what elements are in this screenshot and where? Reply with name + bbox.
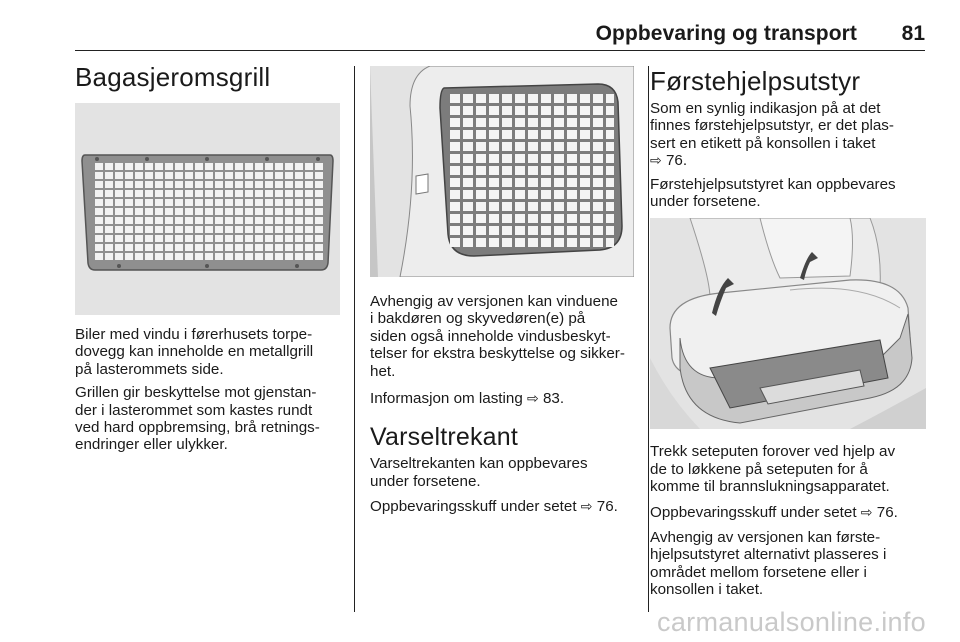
window-guard-illustration — [370, 66, 634, 277]
paragraph-first-aid-alt-location: Avhengig av versjonen kan første- hjelpsutstyret alternativt plasseres i området mellom forsetene eller i konsollen i taket. — [650, 529, 887, 599]
cross-reference-icon: ⇨ — [860, 503, 873, 520]
column-divider — [648, 66, 649, 612]
seat-cushion-illustration — [650, 218, 926, 429]
paragraph-warning-triangle: Varseltrekanten kan oppbevares under forsetene. — [370, 455, 588, 490]
cargo-grille-illustration — [75, 103, 340, 315]
paragraph-storage-drawer: Oppbevaringsskuff under setet ⇨ 76. — [370, 498, 618, 516]
column-divider — [354, 66, 355, 612]
paragraph-loading-info: Informasjon om lasting ⇨ 83. — [370, 390, 565, 408]
paragraph-grille-intro: Biler med vindu i førerhusets torpe- dovegg kan inneholde en metallgrill på lasterommets side. — [75, 326, 314, 378]
link-page-76[interactable]: 76. — [665, 152, 688, 170]
paragraph-window-protection: Avhengig av versjonen kan vinduene i bakdøren og skyvedøren(e) på siden også inneholde vindusbeskyt- telser for ekstra beskyttelse og sikker- het. — [370, 293, 625, 380]
cross-reference-icon: ⇨ — [527, 390, 539, 407]
column-1 — [75, 62, 340, 460]
watermark: carmanualsonline.info — [657, 607, 926, 637]
paragraph-first-aid-storage: Førstehjelpsutstyret kan oppbevares under forsetene. — [650, 175, 896, 211]
paragraph-first-aid-label: Som en synlig indikasjon på at det finnes førstehjelpsutstyr, er det plas- sert en etikett på konsollen i taket ⇨ 76. — [650, 100, 894, 170]
link-page-83[interactable]: 83. — [542, 390, 565, 408]
page-header — [75, 0, 925, 51]
column-2 — [370, 66, 634, 522]
section-heading-cargo-grille: Bagasjeromsgrill — [75, 62, 271, 92]
paragraph-grille-protection: Grillen gir beskyttelse mot gjenstan- der i lasterommet som kastes rundt ved hard oppbremsing, brå retnings- endringer eller ulykker. — [75, 384, 320, 454]
column-3 — [650, 66, 926, 605]
page-number: 81 — [901, 22, 925, 45]
section-heading-first-aid: Førstehjelpsutstyr — [650, 66, 861, 96]
header-title: Oppbevaring og transport — [595, 22, 857, 45]
link-page-76[interactable]: 76. — [876, 503, 898, 521]
section-heading-warning-triangle: Varseltrekant — [370, 423, 519, 452]
cross-reference-icon: ⇨ — [650, 152, 662, 169]
paragraph-storage-drawer-2: Oppbevaringsskuff under setet ⇨ 76. — [650, 503, 898, 521]
paragraph-pull-cushion: Trekk seteputen forover ved hjelp av de to løkkene på seteputen for å komme til brannslukningsapparatet. — [650, 443, 896, 496]
cross-reference-icon: ⇨ — [580, 498, 593, 515]
link-page-76[interactable]: 76. — [596, 498, 618, 516]
